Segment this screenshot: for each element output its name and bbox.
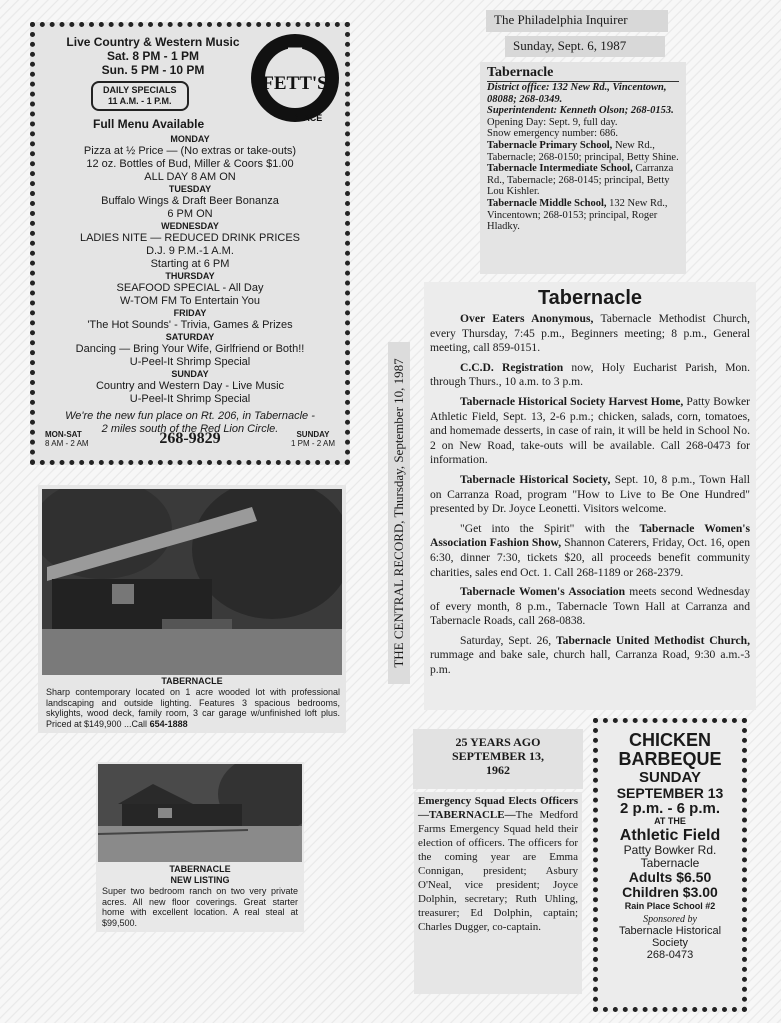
bbq-line-12: Rain Place School #2 [624, 901, 716, 912]
hours-right-time: 1 PM - 2 AM [290, 439, 335, 448]
listing1-text: Sharp contemporary located on 1 acre wooded lot with professional landscaping and outside lighting. Features 3 spacious bedrooms, skylights, wood deck, family room, 3 car garage w/unfinished loft plus. Priced at $149,900 ...Call [46, 687, 340, 729]
fetts-place-ad [30, 22, 350, 465]
ranch-house-image [98, 764, 302, 862]
contemporary-house-image [42, 489, 342, 675]
listing2-description: Super two bedroom ranch on two very private acres. All new floor coverings. Great starter home with excellent location. A real steal at $99,500. [102, 886, 298, 928]
news-item-5-text: "Get into the Spirit" with the [460, 521, 640, 535]
monday-line-2: 12 oz. Bottles of Bud, Miller & Coors $1.00 [86, 158, 294, 170]
news-item-1-head: Over Eaters Anonymous, [460, 312, 594, 325]
news-item-5-head: Tabernacle Women's Association Fashion Show, [430, 521, 751, 550]
news-item-6 [430, 585, 750, 629]
school-3-details: 132 New Rd., Vincentown; 268-0153; principal, Roger Hladky. [487, 197, 668, 233]
tuesday-line-1: Buffalo Wings & Draft Beer Bonanza [101, 195, 279, 207]
daily-specials-label: DAILY SPECIALS [103, 85, 177, 95]
fett-headline-1: Live Country & Western Music [66, 35, 240, 49]
monday-line-1: Pizza at ½ Price — (No extras or take-outs) [83, 145, 297, 157]
thursday-line-1: SEAFOOD SPECIAL - All Day [116, 282, 264, 294]
school-1-name: Tabernacle Primary School, [487, 139, 613, 151]
bbq-line-13: Sponsored by [643, 914, 697, 926]
years-ago-line1: 25 YEARS AGO [455, 735, 541, 749]
listing1-title: TABERNACLE [161, 676, 223, 686]
school-3-name: Tabernacle Middle School, [487, 197, 607, 209]
news-item-4-head: Tabernacle Historical Society, [460, 472, 611, 486]
news-item-7-text: Saturday, Sept. 26, [460, 633, 556, 647]
school-2-name: Tabernacle Intermediate School, [487, 163, 633, 175]
news-item-3-text: Patty Bowker Athletic Field, Sept. 13, 2-6 p.m.; chicken, salads, corn, tomatoes, and homemade desserts, in case of rain, it will be held in School No. 2 on New Road, take-outs will be available. Call 268-0473 for information. [430, 394, 750, 467]
inquirer-snow: Snow emergency number: 686. [487, 128, 619, 140]
central-record-dateline [388, 342, 410, 684]
tabernacle-column-title: Tabernacle [537, 287, 643, 309]
wednesday-line-1: LADIES NITE — REDUCED DRINK PRICES [79, 232, 301, 244]
bbq-line-15: Society [651, 936, 689, 949]
fett-headline-3: Sun. 5 PM - 10 PM [101, 63, 205, 77]
inquirer-title: Tabernacle [487, 65, 679, 82]
news-item-7-text2: rummage and bake sale, church hall, Carranza Road, 9:30 a.m.-3 p.m. [430, 648, 750, 677]
fett-tagline-1: We're the new fun place on Rt. 206, in Tabernacle - [65, 410, 315, 422]
years-ago-heading [413, 729, 583, 789]
daily-specials-hours: 11 A.M. - 1 P.M. [108, 96, 172, 106]
news-item-7-head: Tabernacle United Methodist Church, [555, 633, 750, 647]
wednesday-line-3: Starting at 6 PM [150, 258, 230, 270]
news-item-2-text: now, Holy Eucharist Parish, Mon. through Thurs., 10 a.m. to 3 p.m. [430, 360, 750, 389]
monday-label: MONDAY [170, 134, 210, 144]
house-photo-1 [42, 489, 342, 675]
news-item-1 [430, 312, 750, 356]
logo-name: FETT'S [262, 73, 328, 94]
fett-headline-2: Sat. 8 PM - 1 PM [106, 49, 200, 63]
hours-left-label: MON-SAT [45, 430, 82, 439]
squad-text: The Medford Farms Emergency Squad held their election of officers. The officers for the coming year are Emma Connigan, president; Asbury O'Neal, vice president; Joyce Dolphin, secretary; Ruth Uhling, treasurer; Ed Dolphin, captain; Charles Dugger, co-captain. [418, 809, 578, 933]
inquirer-school-3 [487, 198, 679, 233]
listing1-description [46, 687, 340, 729]
dateline-text: THE CENTRAL RECORD, Thursday, September 10, 1987 [391, 358, 406, 668]
bbq-line-3: SUNDAY [639, 768, 701, 786]
bbq-line-9: Tabernacle [640, 856, 700, 871]
saturday-line-2: U-Peel-It Shrimp Special [129, 356, 251, 368]
friday-label: FRIDAY [173, 308, 207, 318]
sunday-line-2: U-Peel-It Shrimp Special [129, 393, 251, 405]
tabernacle-news-column [424, 282, 756, 710]
bbq-line-8: Patty Bowker Rd. [623, 843, 717, 858]
news-item-3-head: Tabernacle Historical Society Harvest Home, [460, 394, 684, 408]
news-item-5 [430, 522, 750, 580]
bbq-line-2: BARBEQUE [618, 749, 722, 770]
news-item-4 [430, 473, 750, 517]
news-item-4-text: Sept. 10, 8 p.m., Town Hall on Carranza Road, program "How to Live to Be One Hundred" presented by Dr. Joyce Leonetti. Visitors welcome. [430, 472, 750, 516]
logo-number: 5 [285, 41, 305, 79]
thursday-label: THURSDAY [165, 271, 215, 281]
sunday-label: SUNDAY [171, 369, 209, 379]
bbq-line-5: 2 p.m. - 6 p.m. [619, 800, 721, 818]
inquirer-school-listing [480, 62, 686, 274]
tuesday-line-2: 6 PM ON [167, 208, 213, 220]
saturday-line-1: Dancing — Bring Your Wife, Girlfriend or Both!! [75, 343, 305, 355]
thursday-line-2: W-TOM FM To Entertain You [119, 295, 260, 307]
years-ago-line2: SEPTEMBER 13, [451, 749, 544, 763]
sunday-line-1: Country and Western Day - Live Music [95, 380, 285, 392]
years-ago-line3: 1962 [486, 763, 510, 777]
fett-tagline-2: 2 miles south of the Red Lion Circle. [101, 423, 279, 435]
inquirer-district: District office: 132 New Rd., Vincentown, 08088; 268-0349. [487, 82, 667, 105]
news-item-6-text: meets second Wednesday of every month, 8 p.m., Tabernacle Town Hall at Carranza and Tabernacle Roads, call 268-0838. [430, 585, 750, 628]
bbq-line-6: AT THE [654, 816, 686, 827]
fetts-place-logo [249, 29, 341, 127]
squad-headline: Emergency Squad Elects Officers—TABERNACLE— [418, 795, 578, 821]
fett-footer [45, 428, 335, 454]
news-item-3 [430, 395, 750, 468]
full-menu-text: Full Menu Available [93, 117, 205, 131]
news-item-7 [430, 634, 750, 678]
news-item-6-head: Tabernacle Women's Association [460, 585, 626, 599]
school-2-details: Carranza Rd., Tabernacle; 268-0145; principal, Betty Lou Kishler. [487, 163, 674, 198]
bbq-line-7: Athletic Field [619, 827, 721, 845]
tuesday-label: TUESDAY [168, 184, 212, 194]
bbq-line-14: Tabernacle Historical [618, 924, 722, 937]
friday-line-1: 'The Hot Sounds' - Trivia, Games & Prizes [87, 319, 293, 331]
inquirer-school-1 [487, 140, 679, 163]
news-item-5-text2: Shannon Caterers, Friday, Oct. 16, open 6:30, dinner 7:30, tickets $20, all proceeds benefit community charities, sales end Oct. 1. Call 268-1189 or 268-2379. [430, 536, 750, 579]
news-item-2 [430, 361, 750, 390]
wednesday-label: WEDNESDAY [161, 221, 219, 231]
news-item-1-text: Tabernacle Methodist Church, every Thursday, 7:45 p.m., Beginners meeting; 8 p.m., General meeting, call 859-0151. [430, 312, 750, 355]
hours-left-time: 8 AM - 2 AM [45, 439, 89, 448]
school-1-details: New Rd., Tabernacle; 268-0150; principal, Betty Shine. [487, 139, 679, 163]
inquirer-opening-day: Opening Day: Sept. 9, full day. [487, 116, 618, 128]
chicken-barbeque-ad [593, 718, 747, 1012]
listing2-title-line1: TABERNACLE [169, 864, 231, 874]
hours-right-label: SUNDAY [296, 430, 330, 439]
inquirer-date: Sunday, Sept. 6, 1987 [505, 36, 665, 57]
daily-specials-box [91, 81, 189, 111]
inquirer-school-2 [487, 163, 679, 198]
monday-line-3: ALL DAY 8 AM ON [144, 171, 236, 183]
emergency-squad-story [414, 792, 582, 994]
bbq-line-11: Children $3.00 [622, 884, 718, 901]
listing-contemporary [38, 485, 346, 733]
listing2-title [98, 864, 302, 885]
listing1-phone: 654-1888 [149, 718, 188, 729]
saturday-label: SATURDAY [165, 332, 215, 342]
logo-place: PLACE [291, 113, 323, 123]
bbq-line-4: SEPTEMBER 13 [616, 785, 724, 802]
wednesday-line-2: D.J. 9 P.M.-1 A.M. [146, 245, 234, 257]
news-item-2-head: C.C.D. Registration [460, 360, 564, 374]
fett-phone: 268-9829 [159, 430, 221, 447]
inquirer-superintendent: Superintendent: Kenneth Olson; 268-0153. [487, 105, 674, 117]
bbq-line-10: Adults $6.50 [628, 869, 712, 886]
listing2-title-line2: NEW LISTING [170, 874, 230, 885]
inquirer-masthead: The Philadelphia Inquirer [486, 10, 668, 32]
listing-ranch [96, 762, 304, 932]
bbq-line-16: 268-0473 [646, 948, 694, 961]
house-photo-2 [98, 764, 302, 862]
bbq-line-1: CHICKEN [628, 730, 711, 750]
